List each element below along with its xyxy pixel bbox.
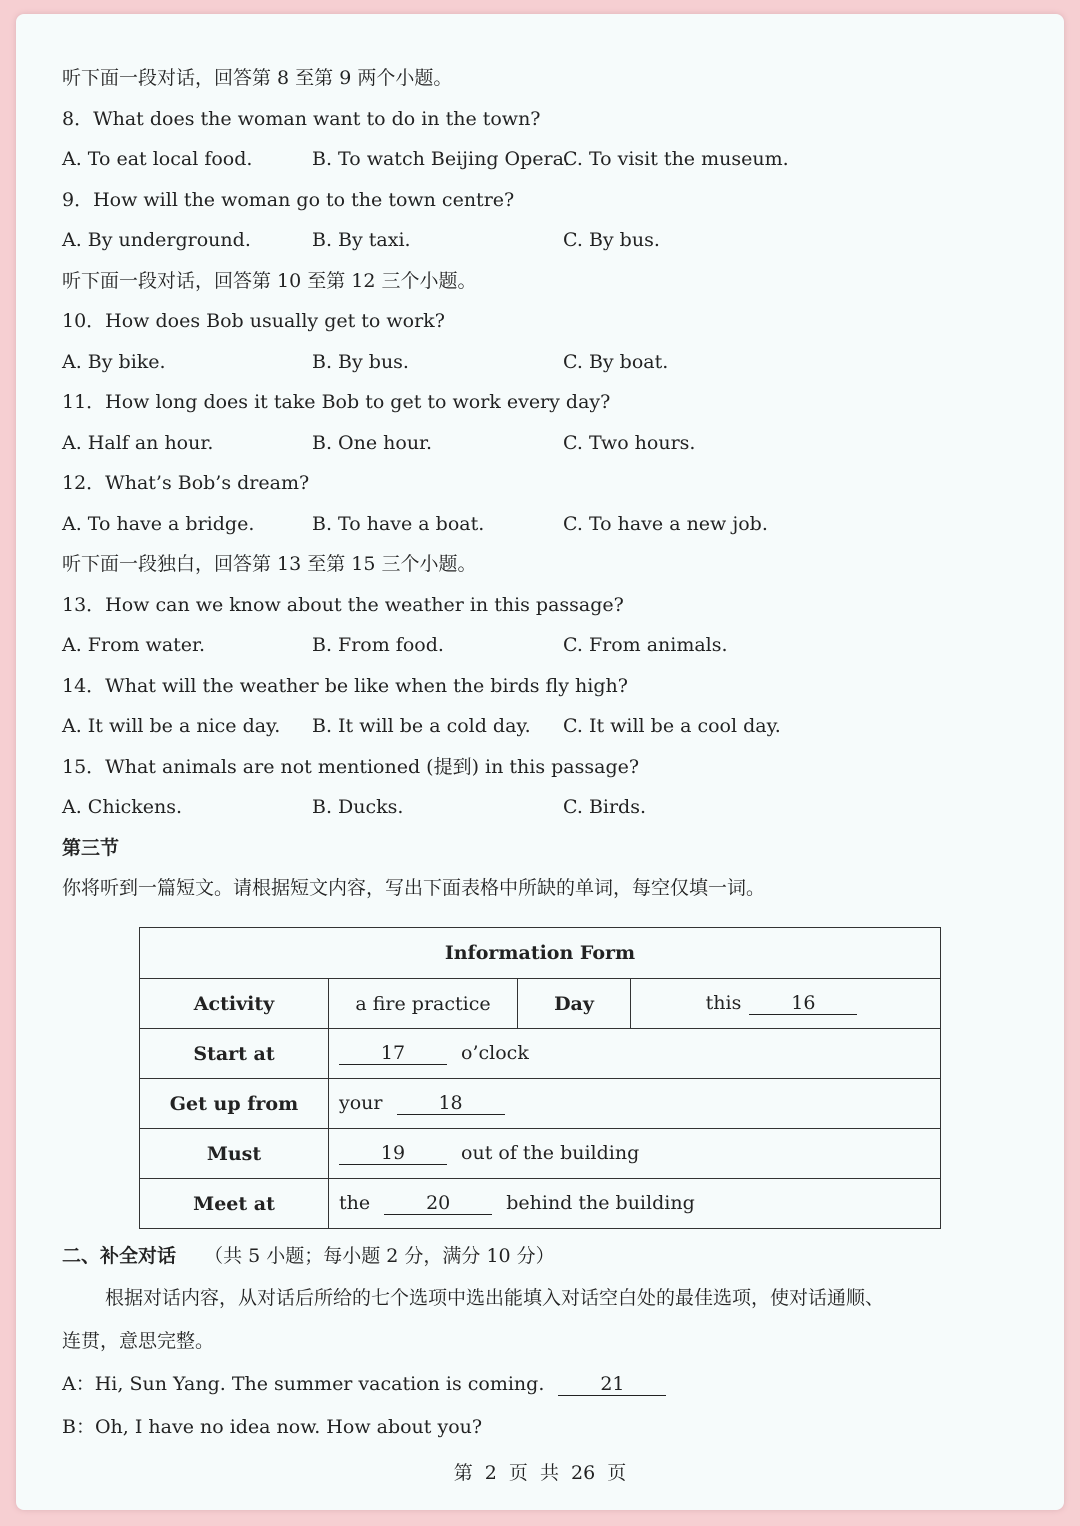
option-14a: A. It will be a nice day. (62, 715, 281, 737)
day-label: Day (518, 979, 631, 1029)
start-value-cell (329, 1029, 941, 1079)
page-footer: 第 2 页 共 26 页 (453, 1462, 627, 1484)
option-12b: B. To have a boat. (312, 512, 485, 535)
option-15b: B. Ducks. (312, 796, 404, 818)
question-13: 13．How can we know about the weather in this passage? (62, 593, 624, 616)
option-10b: B. By bus. (312, 350, 409, 373)
options-15 (62, 787, 1022, 828)
option-13b: B. From food. (312, 634, 444, 656)
option-11a: A. Half an hour. (62, 431, 214, 454)
meet-prefix: the (339, 1192, 371, 1214)
must-suffix: out of the building (461, 1142, 640, 1164)
getup-value-cell (329, 1079, 941, 1129)
part2-content (62, 1236, 1022, 1449)
activity-value: a fire practice (329, 979, 518, 1029)
activity-label: Activity (140, 979, 329, 1029)
question-14: 14．What will the weather be like when the birds fly high? (62, 674, 628, 697)
option-8a: A. To eat local food. (62, 148, 253, 170)
dialogue-a-text: A：Hi, Sun Yang. The summer vacation is coming. (62, 1372, 545, 1395)
options-9 (62, 220, 1022, 261)
option-11c: C. Two hours. (563, 431, 696, 454)
blank-17: 17 (339, 1042, 447, 1065)
dialogue-line-b: B：Oh, I have no idea now. How about you? (62, 1415, 483, 1438)
must-value-cell (329, 1129, 941, 1179)
question-10: 10．How does Bob usually get to work? (62, 310, 445, 332)
option-13a: A. From water. (62, 634, 206, 656)
section3-instruction: 你将听到一篇短文。请根据短文内容，写出下面表格中所缺的单词，每空仅填一词。 (62, 877, 766, 899)
option-13c: C. From animals. (563, 634, 728, 656)
question-12: 12．What’s Bob’s dream? (62, 472, 310, 494)
day-prefix: this (705, 992, 742, 1014)
instruction-10-12: 听下面一段对话，回答第 10 至第 12 三个小题。 (62, 269, 477, 292)
part2-heading (62, 1236, 1022, 1277)
option-14c: C. It will be a cool day. (563, 715, 781, 737)
options-8 (62, 139, 1022, 180)
option-14b: B. It will be a cold day. (312, 715, 531, 737)
meet-suffix: behind the building (506, 1192, 695, 1214)
part2-title: 二、补全对话 (62, 1245, 177, 1267)
instruction-13-15: 听下面一段独白，回答第 13 至第 15 三个小题。 (62, 553, 477, 575)
option-15a: A. Chickens. (62, 796, 183, 818)
part2-instruction-line2: 连贯，意思完整。 (62, 1329, 215, 1352)
option-12a: A. To have a bridge. (62, 512, 255, 535)
blank-21: 21 (558, 1373, 666, 1396)
option-9b: B. By taxi. (312, 229, 411, 251)
part2-instruction-line1: 根据对话内容，从对话后所给的七个选项中选出能填入对话空白处的最佳选项，使对话通顺、 (105, 1286, 885, 1309)
blank-16: 16 (749, 992, 857, 1015)
must-label: Must (140, 1129, 329, 1179)
blank-20: 20 (384, 1192, 492, 1215)
option-9c: C. By bus. (563, 229, 660, 251)
option-15c: C. Birds. (563, 796, 647, 818)
day-value-cell (631, 979, 941, 1029)
form-title: Information Form (140, 928, 941, 979)
section3-title: 第三节 (62, 836, 120, 859)
exam-content (62, 58, 1022, 909)
start-label: Start at (140, 1029, 329, 1079)
blank-19: 19 (339, 1142, 447, 1165)
options-12 (62, 504, 1022, 545)
option-9a: A. By underground. (62, 229, 251, 251)
question-11: 11．How long does it take Bob to get to work every day? (62, 391, 611, 413)
part2-score: （共 5 小题；每小题 2 分，满分 10 分） (204, 1245, 555, 1267)
option-10c: C. By boat. (563, 350, 669, 373)
getup-prefix: your (339, 1092, 383, 1114)
option-10a: A. By bike. (62, 350, 166, 373)
option-11b: B. One hour. (312, 431, 433, 454)
question-9: 9．How will the woman go to the town centre? (62, 188, 515, 211)
question-8: 8．What does the woman want to do in the town? (62, 107, 541, 130)
blank-18: 18 (397, 1092, 505, 1115)
option-8c: C. To visit the museum. (563, 148, 789, 170)
start-suffix: o’clock (461, 1042, 529, 1064)
options-13 (62, 625, 1022, 666)
meet-value-cell (329, 1179, 941, 1229)
information-form-table (139, 927, 941, 1229)
dialogue-line-a (62, 1363, 1022, 1406)
options-10 (62, 342, 1022, 383)
option-12c: C. To have a new job. (563, 512, 768, 535)
instruction-8-9: 听下面一段对话，回答第 8 至第 9 两个小题。 (62, 67, 453, 89)
options-11 (62, 423, 1022, 464)
options-14 (62, 706, 1022, 747)
option-8b: B. To watch Beijing Opera. (312, 148, 570, 170)
getup-label: Get up from (140, 1079, 329, 1129)
question-15: 15．What animals are not mentioned (提到) in this passage? (62, 755, 640, 778)
meet-label: Meet at (140, 1179, 329, 1229)
